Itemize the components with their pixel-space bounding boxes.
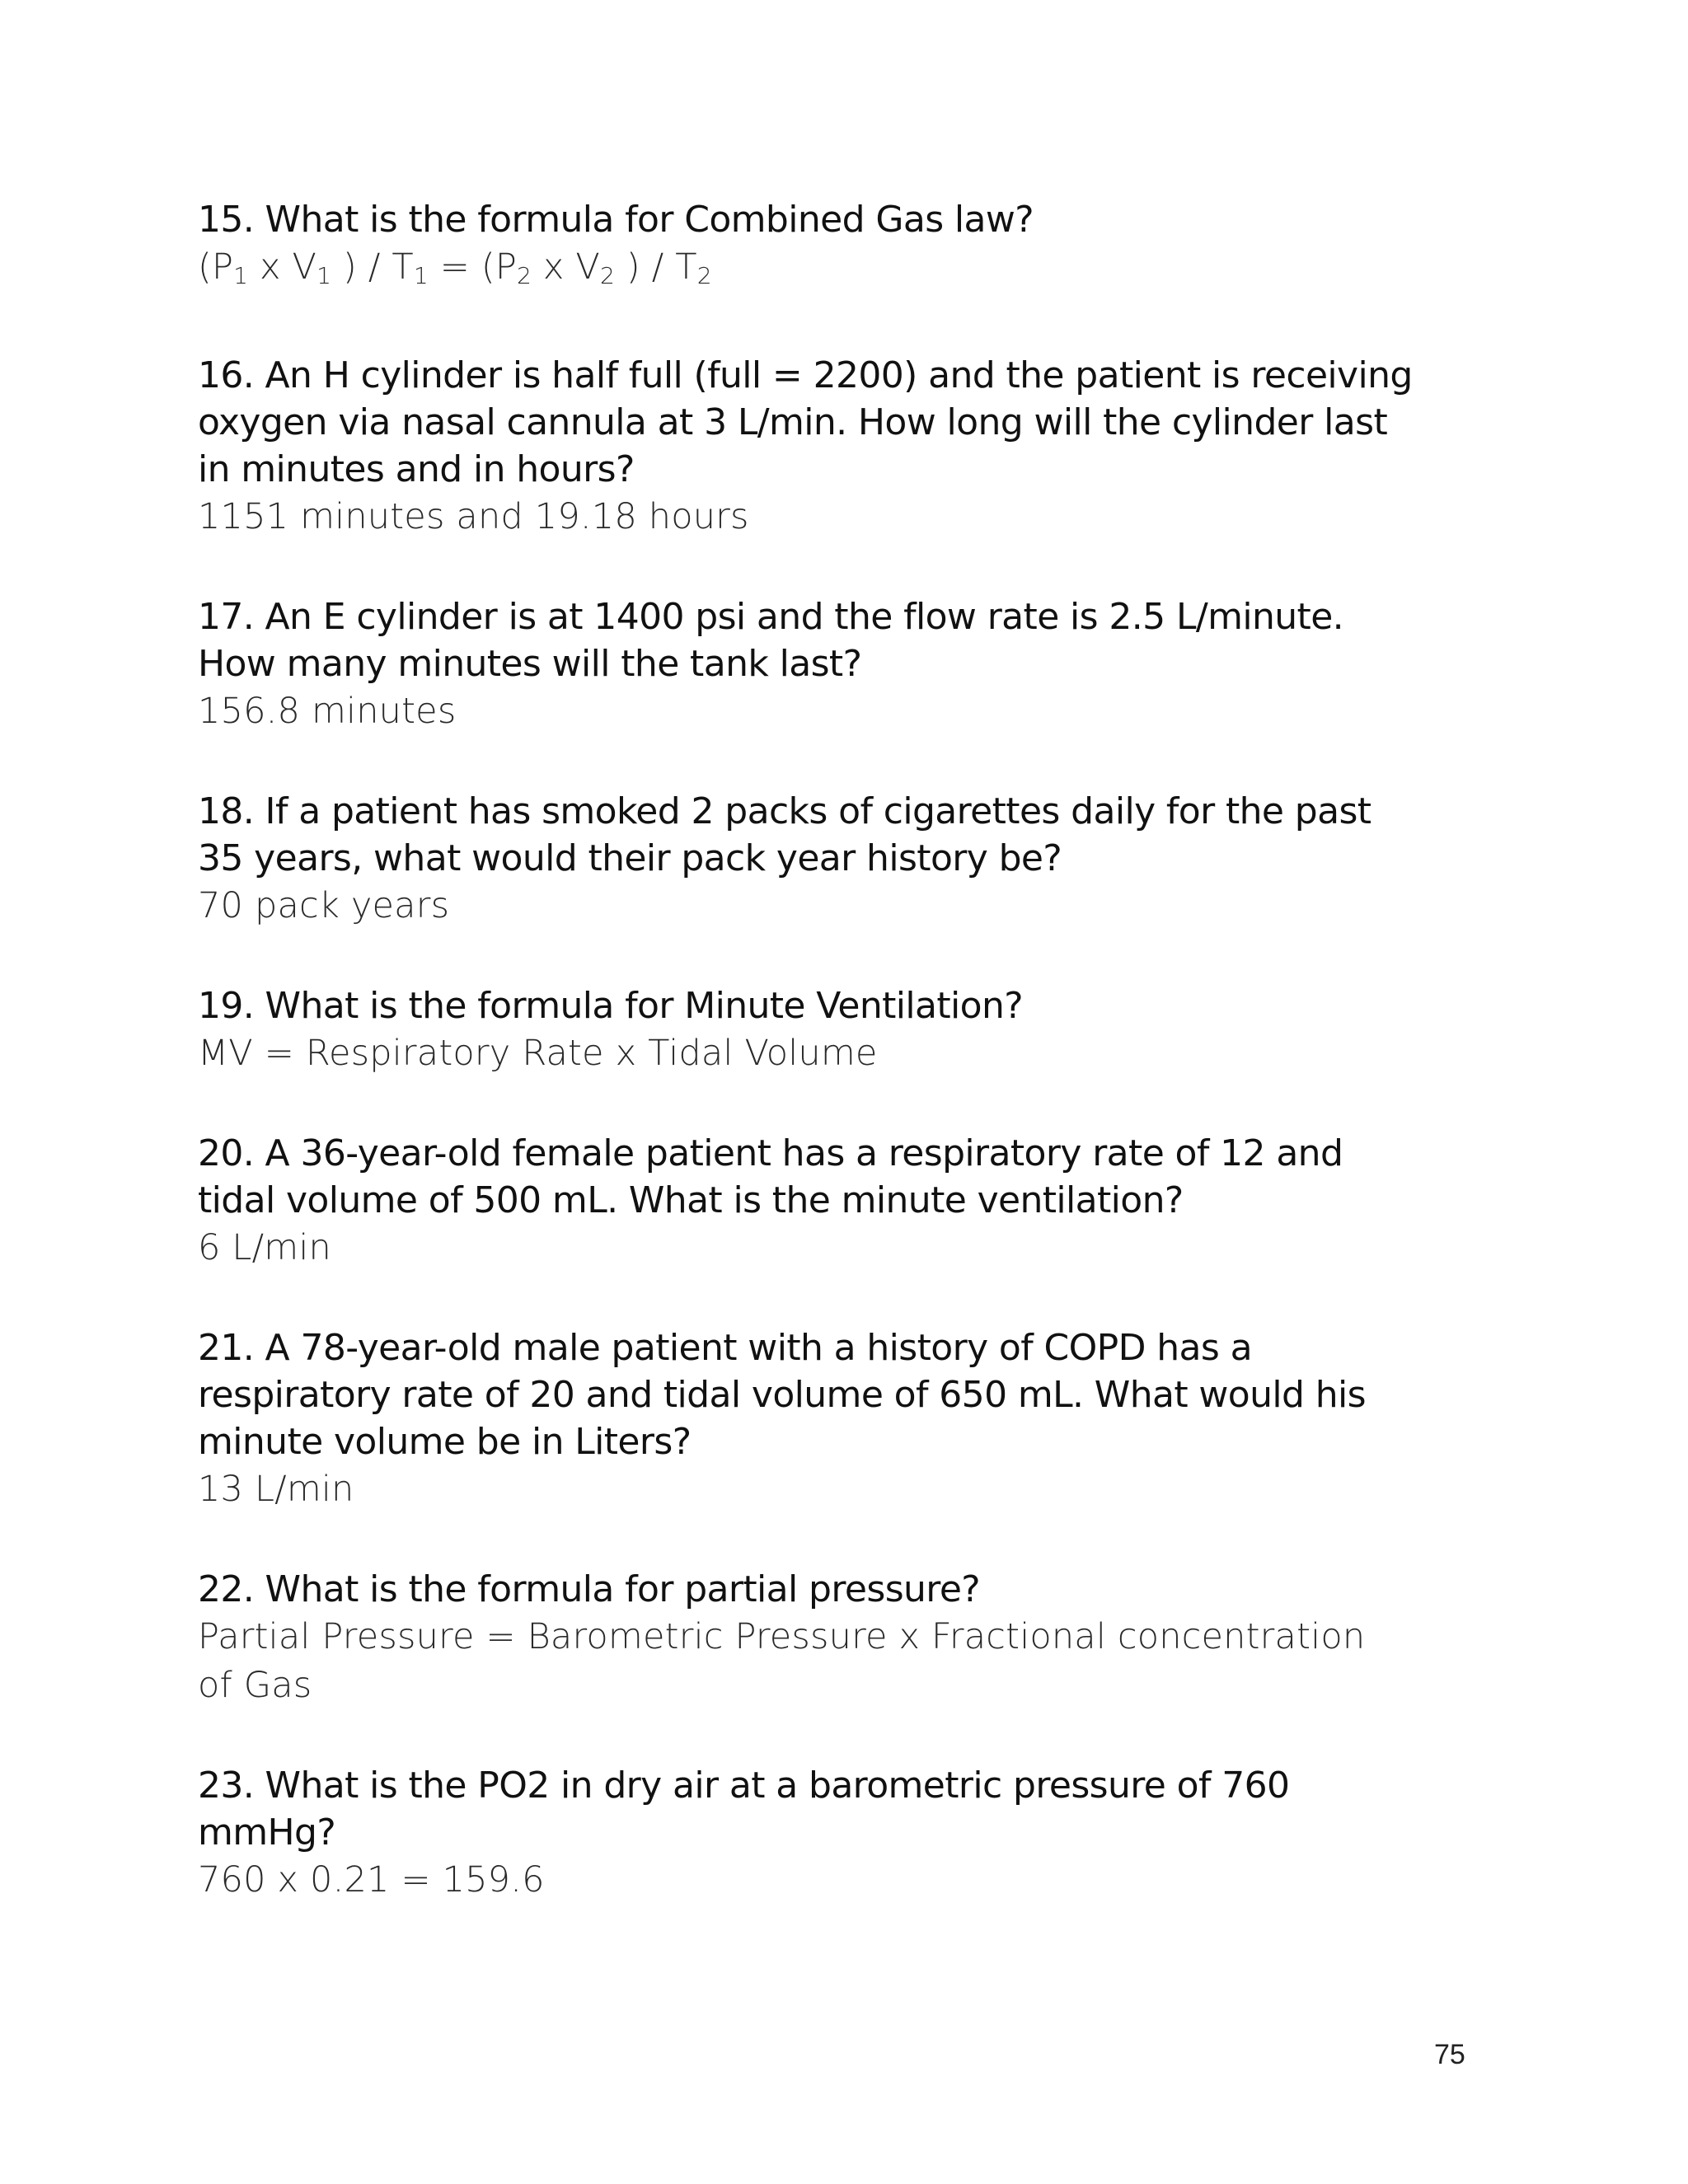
question-18	[198, 788, 1517, 930]
formula-part: x V	[248, 246, 317, 288]
question-line: 23. What is the PO2 in dry air at a barometric pressure of 760	[198, 1765, 1290, 1807]
answer-line: of Gas	[198, 1665, 312, 1706]
formula-part: ) / T	[615, 246, 697, 288]
answer-text: MV = Respiratory Rate x Tidal Volume	[198, 1033, 878, 1074]
formula-subscript: 2	[696, 262, 712, 289]
question-16	[198, 352, 1517, 541]
question-21	[198, 1324, 1517, 1514]
formula-part: x V	[532, 246, 600, 288]
question-20	[198, 1130, 1517, 1272]
question-line: 35 years, what would their pack year history be?	[198, 837, 1062, 879]
question-line: in minutes and in hours?	[198, 448, 635, 490]
formula-subscript: 2	[516, 262, 532, 289]
question-line: 17. An E cylinder is at 1400 psi and the flow rate is 2.5 L/minute.	[198, 596, 1344, 638]
answer-text: 70 pack years	[198, 885, 450, 926]
formula-subscript: 1	[413, 262, 429, 289]
question-line: oxygen via nasal cannula at 3 L/min. How long will the cylinder last	[198, 401, 1388, 443]
question-19	[198, 982, 1517, 1078]
question-text: 22. What is the formula for partial pressure?	[198, 1568, 981, 1610]
answer-text: 760 x 0.21 = 159.6	[198, 1859, 545, 1900]
answer-text: 1151 minutes and 19.18 hours	[198, 496, 749, 537]
question-line: minute volume be in Liters?	[198, 1421, 692, 1463]
question-line: 21. A 78-year-old male patient with a history of COPD has a	[198, 1327, 1252, 1369]
question-line: How many minutes will the tank last?	[198, 643, 862, 685]
question-line: tidal volume of 500 mL. What is the minute ventilation?	[198, 1179, 1184, 1221]
question-line: 20. A 36-year-old female patient has a respiratory rate of 12 and	[198, 1132, 1343, 1174]
answer-text: 156.8 minutes	[198, 691, 457, 732]
question-23	[198, 1762, 1517, 1905]
question-line: respiratory rate of 20 and tidal volume of 650 mL. What would his	[198, 1374, 1366, 1416]
answer-formula	[198, 243, 1517, 300]
formula-part: ) / T	[331, 246, 414, 288]
answer-text: 6 L/min	[198, 1227, 331, 1268]
answer-text: 13 L/min	[198, 1469, 354, 1510]
question-22	[198, 1566, 1517, 1710]
formula-part: (P	[198, 246, 234, 288]
question-line: 18. If a patient has smoked 2 packs of cigarettes daily for the past	[198, 790, 1372, 832]
formula-subscript: 2	[600, 262, 616, 289]
question-text: 19. What is the formula for Minute Ventilation?	[198, 985, 1024, 1027]
question-15	[198, 196, 1517, 300]
answer-line: Partial Pressure = Barometric Pressure x Fractional concentration	[198, 1616, 1366, 1657]
document-body	[198, 196, 1517, 1957]
question-text: 15. What is the formula for Combined Gas law?	[198, 199, 1034, 241]
page-number: 75	[1434, 2039, 1465, 2070]
question-17	[198, 593, 1517, 736]
question-line: 16. An H cylinder is half full (full = 2200) and the patient is receiving	[198, 354, 1413, 396]
question-line: mmHg?	[198, 1811, 336, 1854]
formula-subscript: 1	[233, 262, 249, 289]
formula-part: = (P	[428, 246, 517, 288]
formula-subscript: 1	[316, 262, 332, 289]
